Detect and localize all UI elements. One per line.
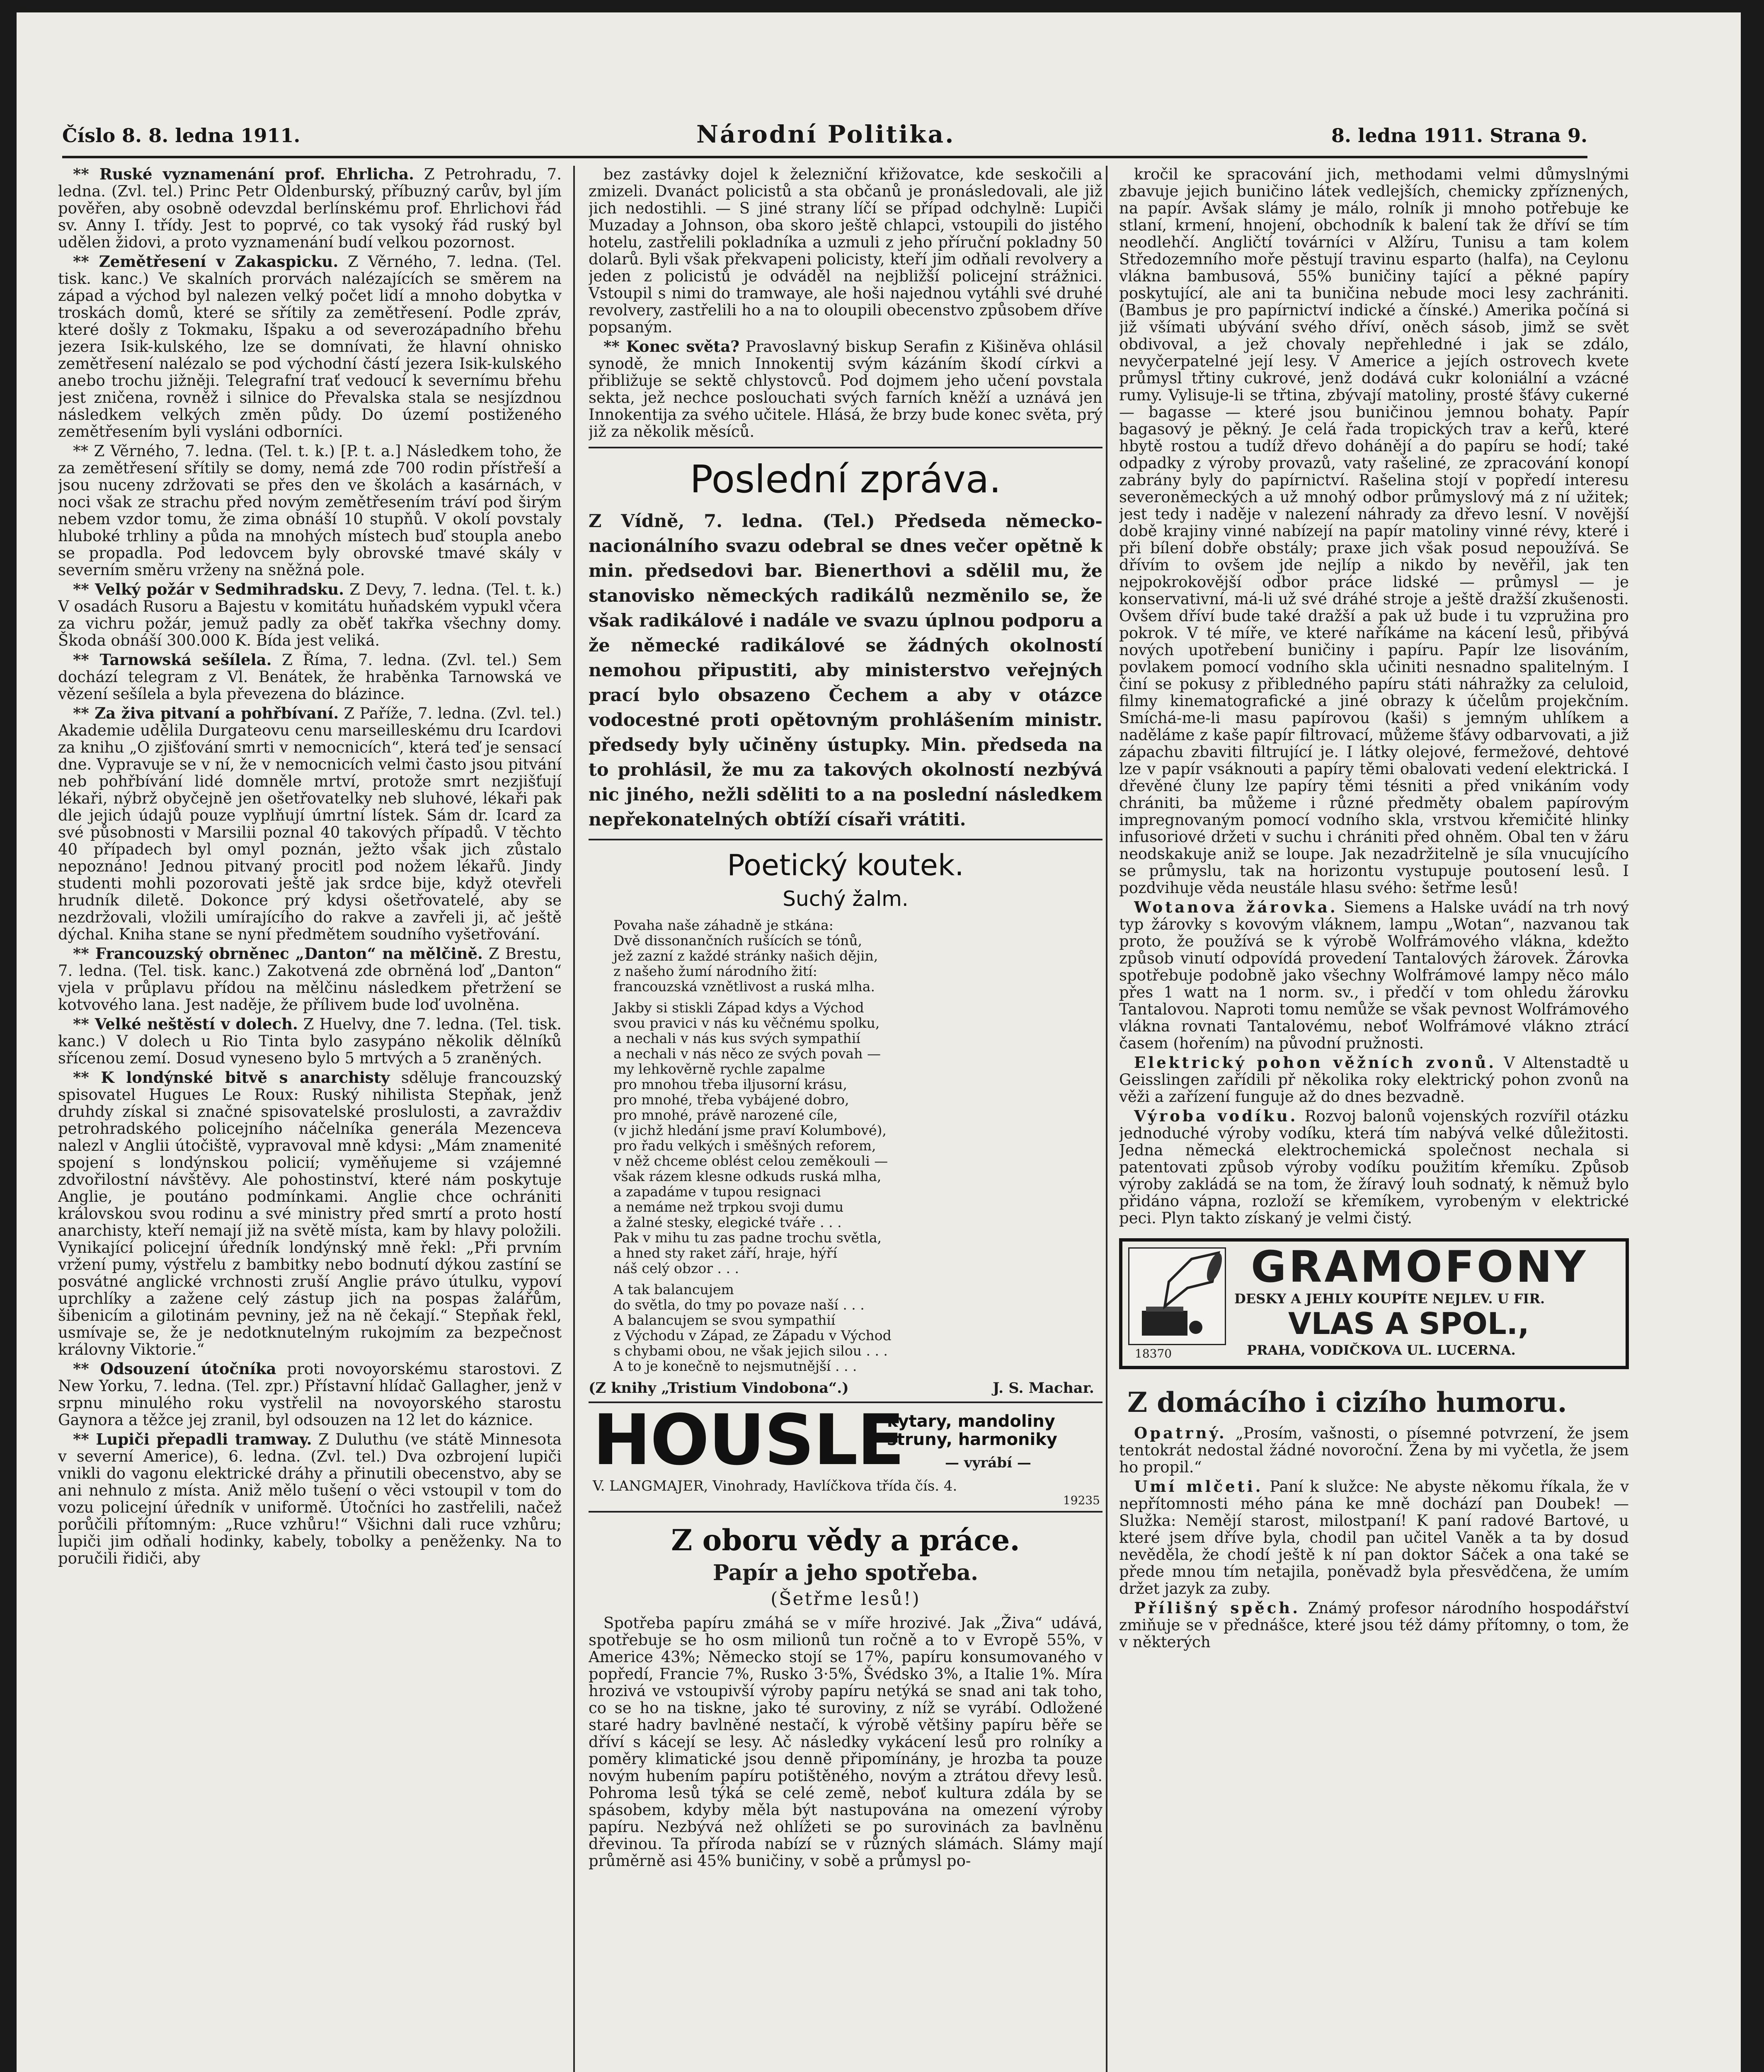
poem-line: Dvě dissonančních rušících se tónů,: [613, 932, 863, 949]
poem-stanza: [613, 1000, 1102, 1276]
poem-line: a zapadáme v tupou resignaci: [613, 1184, 821, 1200]
ad-headline: GRAMOFONY: [1251, 1242, 1588, 1292]
poem-line: pro mnohé, právě narozené cíle,: [613, 1107, 838, 1123]
poem-line: francouzská vznětlivost a ruská mlha.: [613, 978, 875, 995]
poem-line: do světla, do tmy po povaze naší . . .: [613, 1297, 865, 1313]
poem-line: však rázem klesne odkuds ruská mlha,: [613, 1168, 882, 1184]
article: ** Zemětřesení v Zakaspicku. Z Věrného, 7. ledna. (Tel. tisk. kanc.) Ve skalních prorvách nalézajících se směrem na západ a východ byl nalezen velký počet lidí a mnoho dobytka v troskách domů, které se sřítily za zemětřesení. Podle zpráv, které došly z Tokmaku, Išpaku a od severozápadního břehu jezera Isik-kulského, lze se domnívati, že hlavní ohnisko zemětřesení nalézalo se pod východní částí jezera Isik-kulského anebo trochu jižněji. Telegrafní trať vedoucí k severnímu břehu jest zničena, rovněž i silnice do Převalska stala se nesjízdnou následkem velkých změn půdy. Do území postiženého zemětřesením byli vysláni odborníci.: [58, 252, 562, 441]
article: ** K londýnské bitvě s anarchisty sděluje francouzský spisovatel Hugues Le Roux: Ruský nihilista Stepňak, jenž druhdy získal si značné spisovatelské proslulosti, a zavraždiv petrohradského policejního náčelníka generála Mezenceva nalezl v Anglii útočiště, vypravoval mně kdysi: „Mám znamenité spojení s londýnskou policií; vyměňujeme si vzájemné zdvořilostní návštěvy. Ale pohostinství, které nám poskytuje Anglie, je poutáno podmínkami. Anglie chce ochrániti královskou svou rodinu a své ministry před smrtí a proto hostí anarchisty, kteří nemají již na světě místa, kam by hlavy položili. Vynikající policejní úředník londýnský mně řekl: „Při prvním vržení pumy, výstřelu z bambitky nebo bodnutí dýkou zastíní se posvátné anglické vrchnosti zruší Anglie právo útulku, vypoví uprchlíky a zažene celý zástup jich na pospas žalářům, šibenicím a gilotinám pevniny, jež na ně čekají.“ Stepňak řekl, usmívaje se, že je nedotknutelným rukojmím za bezpečnost královny Viktorie.“: [58, 1068, 562, 1358]
poem-line: Pak v mihu tu zas padne trochu světla,: [613, 1230, 882, 1246]
article: ** Z Věrného, 7. ledna. (Tel. t. k.) [P. t. a.] Následkem toho, že za zemětřesení sřítily se domy, nemá zde 700 rodin přístřeší a jsou nuceny zdržovati se přes den ve školách a kasárnách, v noci však ze strachu před novým zemětřesením tráví pod širým nebem vzdor tomu, že zima obnáší 10 stupňů. V okolí povstaly hluboké trhliny a půda na mnohých místech buď stoupla anebo se propadla. Pod ledovcem byly obrovské tmavé skály v severním směru vrženy na sněžná pole.: [58, 442, 562, 579]
poem-line: jež zazní z každé stránky našich dějin,: [613, 948, 878, 964]
section-divider: [589, 447, 1102, 448]
poem-line: pro řadu velkých i směšných reforem,: [613, 1138, 876, 1154]
humor-section-title: Z domácího i cizího humoru.: [1127, 1386, 1567, 1418]
science-section-title: Z oboru vědy a práce.: [671, 1523, 1020, 1557]
header-right: 8. ledna 1911. Strana 9.: [1331, 124, 1587, 147]
ad-products: [887, 1412, 1057, 1449]
column-1: [58, 166, 562, 2072]
poem-body: [613, 917, 1102, 1374]
poem-line: s chybami obou, ne však jejich silou . . .: [613, 1343, 888, 1359]
article: Umí mlčeti. Paní k služce: Ne abyste někomu říkala, že v nepřítomnosti mého pána ke mně dochází pan Doubek! — Služka: Nemějí starost, milostpaní! K paní radové Bartové, u které jsem dříve byla, chodil pan učitel Vaněk a ta by dosud nevěděla, že chodí ještě k ní pan doktor Sáček a ona také se přede mnou tím netajila, poněvadž byla přesvědčena, že umím držet jazyk za zuby.: [1119, 1477, 1629, 1598]
article: Přílišný spěch. Známý profesor národního hospodářství zmiňuje se v přednášce, které jsou též dámy přítomny, o tom, že v některých: [1119, 1599, 1629, 1651]
poem-author: J. S. Machar.: [993, 1380, 1094, 1397]
column-2: [589, 166, 1102, 2072]
poem-line: Jakby si stiskli Západ kdys a Východ: [613, 1000, 864, 1016]
article: ** Ruské vyznamenání prof. Ehrlicha. Z Petrohradu, 7. ledna. (Zvl. tel.) Princ Petr Oldenburský, příbuzný carův, byl jím pověřen, aby osobně odevzdal berlínskému prof. Ehrlichovi řád sv. Anny I. třídy. Jest to poprvé, co tak vysoký řád ruský byl udělen židovi, a proto vyznamenání budí velkou pozornost.: [58, 166, 562, 251]
article: kročil ke spracování jich, methodami velmi důmyslnými zbavuje jejich buničino látek vedlejších, chemicky zpříznených, na papír. Avšak slámy je málo, rolník ji mnoho potřebuje ke stlaní, krmení, hnojení, obchodník k balení tak že dříví se tím neodlehčí. Angličtí továrníci v Alžíru, Tunisu a tam kolem Středozemního moře pěstují travinu esparto (halfa), na Ceylonu vlákna bambusová, 55% buničiny tající a pěkné papíry poskytující, ale ani ta buničina nebude moci lesy zachrániti. (Bambus je pro papírnictví indické a čínské.) Amerika počíná si již všímati ubývání svého dříví, oněch sásob, jimž se svět obdivoval, a jež chovaly nepřehledné i jak se zdálo, nevyčerpatelné její lesy. V Americe a jejích ostrovech kvete průmysl třtiny cukrové, jenž dodává cukr koloniální a vzácné rumy. Vylisuje-li se třtina, zbývají matoliny, prosté šťávy cukerné — bagasse — které jsou buničinou jemnou bohaty. Papír bagasový je pěkný. Je celá řada tropických trav a keřů, které hbytě rostou a tudíž dřevo dohánějí a do papíru se hodí; také odpadky z výroby provazů, vaty rašeliné, ze zpracování konopí zabrány byly do papírnictví. Rašelina stojí v popředí interesu severoněmeckých a už mnohý odbor průmyslový má z ní užitek; jest tedy i naděje v nalezení náhrady za dřevo lesní. V novější době krajiny vinné nabízejí na papír matoliny vinné révy, které i při bílení dobře obstály; praxe jich však posud nepoužívá. Se dřívím to ovšem jde nejlíp a nikdo by nevěřil, jak ten nejpokrokovější odbor práce lidské — průmysl — je konservativní, má-li už své dráhé stroje a ještě dražší zkušenosti. Ovšem dříví bude také dražší a pak už bude i tu vzpružina pro pokrok. V té míře, ve které naříkáme na kácení lesů, přibývá nových upotřebení buničiny i papíru. Papír lze lisováním, povlakem pomocí vodního skla učiniti nesnadno spalitelným. I činí se pokusy z přibledného papíru státi náhražky za celuloid, filmy kinematografické a jiné obrazy k účelům projekčním. Smíchá-me-li masu papírovou (kaši) s jemným uhlíkem a naděláme z kaše papír filtrovací, můžeme šťávy odbarvovati, a již zápachu zbaviti filtrující je. I látky olejové, fermežové, dehtové lze v papír vsáknouti a papíry těmi obalovati vedení elektrická. I dřevěné čluny lze papíry těmi tésniti a před vnikáním vody chrániti, ba můžeme i různé předměty obalem papírovým impregnovaným pomocí vodního skla, vrstvou křemičité hlinky infusoriové držeti v suchu i chrániti před ohněm. Obal ten v žáru neodskakuje aniž se loupe. Jak nezadržitelně je síla vnucujícího se průmyslu, tak na horizontu vystupuje poutosení lesů. I pozdvihuje věda neustále hlasu svého: šetřme lesů!: [1119, 166, 1629, 897]
poem-line: z našeho žumí národního žití:: [613, 963, 817, 979]
poem-line: a nechali v nás kus svých sympathií: [613, 1030, 860, 1046]
section-divider: [589, 839, 1102, 840]
poem-line: z Východu v Západ, ze Západu v Východ: [613, 1327, 892, 1343]
science-article-title: Papír a jeho spotřeba.: [712, 1560, 979, 1585]
ad-product-line: kytary, mandoliny: [887, 1412, 1055, 1431]
poem-stanza: [613, 917, 1102, 994]
article: ** Lupiči přepadli tramway. Z Duluthu (ve státě Minnesota v severní Americe), 6. ledna. (Zvl. tel.) Dva ozbrojení lupiči vnikli do vagonu elektrické dráhy a přinutili obecenstvo, aby se ani nehnulo z místa. Aniž mělo tušení o věci vstoupil v tom do vozu policejní úředník v uniformě. Útočníci ho zastřelili, načež porůčili přítomným: „Ruce vzhůru!“ Všichni dali ruce vzhůru; lupiči jim odňali hodinky, kabely, tobolky a peněženky. Na to poručili řidiči, aby: [58, 1430, 562, 1567]
article: ** Odsouzení útočníka proti novoyorskému starostovi. Z New Yorku, 7. ledna. (Tel. zpr.) Přístavní hlídač Gallagher, jenž v srpnu minulého roku vystřelil na novoyorského starostu Gaynora a těžce jej zranil, byl odsouzen na 12 let do káznice.: [58, 1360, 562, 1429]
poem-title: Suchý žalm.: [783, 887, 909, 911]
article: Wotanova žárovka. Siemens a Halske uvádí na trh nový typ žárovky s kovovým vláknem, lampu „Wotan“, nazvanou tak proto, že používá se k výrobě Wolfrámového vlákna, kdežto způsob vinutí odpovídá provedení Tantalových žárovek. Žárovka spotřebuje podobně jako všechny Wolfrámové lampy něco málo přes 1 watt na 1 norm. sv., i předčí v tom ohledu žárovku Tantalovou. Naproti tomu nemůže se však pevnost Wolfrámového vlákna rovnati Tantalovému, neboť Wolfrámové vlákno ztrácí časem (hořením) na původní pružnosti.: [1119, 898, 1629, 1052]
gramofony-advertisement: [1119, 1238, 1629, 1369]
ad-company: VLAS A SPOL.,: [1288, 1306, 1529, 1341]
article: Opatrný. „Prosím, vašnosti, o písemné potvrzení, že jsem tentokrát nedostal žádné novoroční. Žena by mi vyčetla, že jsem ho propil.“: [1119, 1424, 1629, 1476]
ad-address: PRAHA, VODIČKOVA UL. LUCERNA.: [1247, 1342, 1516, 1358]
header-rule: [62, 156, 1587, 158]
poem-line: svou pravici v nás ku věčnému spolku,: [613, 1015, 880, 1031]
column-3: [1119, 166, 1629, 2072]
poem-line: a nechali v nás něco ze svých povah —: [613, 1046, 881, 1062]
poem-line: pro mnohé, třeba vybájené dobro,: [613, 1092, 849, 1108]
breaking-news-body: Z Vídně, 7. ledna. (Tel.) Předseda německo-nacionálního svazu odebral se dnes večer opětně k min. předsedovi bar. Bienerthovi a sdělil mu, že stanovisko německých radikálů nezměnilo se, že však radikálové i nadále ve svazu úplnou podporu a že německé radikálové se žádných okolností nemohou připustiti, aby ministerstvo veřejných prací bylo obsazeno Čechem a aby v otázce vodocestné proti opětovným prohlášením ministr. předsedy byly učiněny ústupky. Min. předseda na to prohlásil, že mu za takových okolností nezbývá nic jiného, nežli sděliti to a na poslední následkem nepřekonatelných obtíží císaři vrátiti.: [589, 511, 1102, 830]
poem-line: pro mnohou třeba iljusorní krásu,: [613, 1076, 847, 1092]
ad-product-line: struny, harmoniky: [887, 1430, 1057, 1449]
poem-line: A tak balancujem: [613, 1281, 734, 1297]
article: ** Konec světa? Pravoslavný biskup Serafin z Kišiněva ohlásil synodě, že mnich Innokentij svým kázáním škodí církvi a přibližuje se sektě chlystovců. Pod dojmem jeho učení povstala sekta, jež nechce poslouchati svých farních kněží a uznává jen Innokentija za svého učitele. Hlásá, že brzy bude konec světa, prý již za několik měsíců.: [589, 337, 1102, 441]
poem-line: A balancujem se svou sympathií: [613, 1312, 836, 1328]
ad-address: V. LANGMAJER, Vinohrady, Havlíčkova třída čís. 4.: [593, 1478, 957, 1494]
poem-line: Povaha naše záhadně je stkána:: [613, 917, 834, 933]
article: ** Francouzský obrněnec „Danton“ na mělčině. Z Brestu, 7. ledna. (Tel. tisk. kanc.) Zakotvená zde obrněná loď „Danton“ vjela v průplavu přídou na mělčinu následkem přetržení se kotvového lana. Jest naděje, že přílivem bude loď uvolněna.: [58, 944, 562, 1014]
poem-line: v něž chceme oblést celou zeměkouli —: [613, 1153, 888, 1169]
article: ** Velký požár v Sedmihradsku. Z Devy, 7. ledna. (Tel. t. k.) V osadách Rusoru a Bajestu v komitátu huňadském vypukl včera za vichru požár, jemuž padly za oběť takřka všechny domy. Škoda obnáší 300.000 K. Bída jest veliká.: [58, 580, 562, 649]
article: ** Velké neštěstí v dolech. Z Huelvy, dne 7. ledna. (Tel. tisk. kanc.) V dolech u Rio Tinta bylo zasypáno několik dělníků sřícenou zemí. Dosud vyneseno bylo 5 mrtvých a 5 zraněných.: [58, 1015, 562, 1067]
poem-credit: [589, 1380, 1102, 1397]
gramophone-icon: [1128, 1247, 1226, 1345]
housle-advertisement: [589, 1399, 1102, 1513]
newspaper-page: [17, 12, 1741, 2072]
poem-line: my lehkověrně rychle zapalme: [613, 1061, 825, 1077]
article: Elektrický pohon věžních zvonů. V Altenstadtě u Geisslingen zařídili př několika roky elektrický pohon zvonů na věži a zařízení funguje až do dnes bezvadně.: [1119, 1053, 1629, 1106]
masthead-title: Národní Politika.: [696, 120, 955, 148]
column-divider-2: [1106, 166, 1107, 2072]
poem-source: (Z knihy „Tristium Vindobona“.): [589, 1380, 849, 1397]
ad-vyrabi: — vyrábí —: [945, 1455, 1031, 1471]
ad-code: 18370: [1135, 1347, 1172, 1360]
science-article-subtitle: (Šetřme lesů!): [771, 1588, 921, 1610]
article: bez zastávky dojel k železniční křižovatce, kde seskočili a zmizeli. Dvanáct policistů a sta občanů je pronásledovali, ale již jich nedostihli. — S jiné strany líčí se případ odchylně: Lupiči Muzaday a Johnson, oba skoro ještě chlapci, vstoupili do jistého hotelu, zastřelili pokladníka a uzmuli z jeho příruční pokladny 50 dolarů. Byli však překvapeni policisty, kteří jim odňali revolvery a jeden z policistů je odváděl na nejbližší policejní strážnici. Vstoupil s nimi do tramwaye, ale hoši najednou vytáhli své druhé revolvery, zastřelili ho a na to oloupili obecenstvo způsobem dříve popsaným.: [589, 166, 1102, 336]
header-left: Číslo 8. 8. ledna 1911.: [62, 124, 300, 147]
poem-line: (v jichž hledání jsme praví Kolumbové),: [613, 1122, 887, 1138]
column-divider-1: [573, 166, 575, 2072]
article: Výroba vodíku. Rozvoj balonů vojenských rozvířil otázku jednoduché výroby vodíku, která tím nabývá velké důležitosti. Jedna německá elektrochemická společnost nechala si patentovati způsob výroby vodíku použitím křemíku. Způsob výroby zakládá se na tom, že žíravý louh sodnatý, k němuž bylo přidáno vápna, rozloží se křemíkem, vyrobeným v elektrické peci. Plyn takto získaný je velmi čistý.: [1119, 1107, 1629, 1227]
article: ** Za živa pitvaní a pohřbívaní. Z Paříže, 7. ledna. (Zvl. tel.) Akademie udělila Durgateovu cenu marseilleskému dru Icardovi za knihu „O zjišťování smrti v nemocnicích“, která teď je sensací dne. Vypravuje se v ní, že v nemocnicích velmi často jsou pitvání neb pohřbívání lidé domněle mrtví, protože smrt nezjišťují lékaři, nýbrž obyčejně jen ošetřovatelky neb sluhové, lékaři pak dle jejich údajů pouze vyplňují úmrtní lístek. Sám dr. Icard za své působnosti v Marsilii poznal 40 takových případů. V těchto 40 případech byl omyl poznán, ježto však jich zůstalo nepoznáno! Jednou pitvaný procitl pod nožem lékařů. Jindy studenti mohli pozorovati ještě jak srdce bije, když otevřeli hrudník diletě. Dokonce prý kdysi ošetřovatelé, aby se nezdržovali, vložili umírajícího do rakve a zavřeli ji, ač ještě dýchal. Kniha stane se nyní předmětem soudního vyšetřování.: [58, 704, 562, 943]
article: ** Tarnowská sešílela. Z Říma, 7. ledna. (Zvl. tel.) Sem dochází telegram z Vl. Benátek, že hraběnka Tarnowská ve vězení sešílela a byla převezena do blázince.: [58, 651, 562, 703]
article: Spotřeba papíru zmáhá se v míře hrozivé. Jak „Živa“ udává, spotřebuje se ho osm milionů tun ročně a to v Evropě 55%, v Americe 43%; Německo stojí se 17%, papíru konsumovaného v popředí, Francie 7%, Rusko 3·5%, Švédsko 3%, a Italie 1%. Míra hrozivá ve vstoupivší výroby papíru netýká se snad ani tak toho, co se ho na tiskne, jako té suroviny, z níž se vyrábí. Odložené staré hadry bavlněné nestačí, k výrobě většiny papíru běře se dříví s kácejí se lesy. Ač následky vykácení lesů pro rolníky a poměry klimatické jsou denně připomínány, je hrozba ta pouze novým hubením papíru potištěného, novým a ztrátou dřevy lesů. Pohroma lesů týká se celé země, neboť kultura zdála by se spásobem, kdyby měla být nastupována na omezení výroby papíru. Nezbývá než ohlížeti se po surovinách za bavlněnu dřevinou. Ta příroda nabízí se v různých slámách. Slámy mají průměrně asi 45% buničiny, v sobě a průmysl po-: [589, 1614, 1102, 1870]
ad-headline: HOUSLE: [593, 1399, 904, 1481]
poem-line: A to je konečně to nejsmutnější . . .: [613, 1358, 857, 1374]
poem-line: a žalné stesky, elegické tváře . . .: [613, 1214, 842, 1230]
poetry-corner-title: Poetický koutek.: [727, 848, 964, 882]
breaking-news-title: Poslední zpráva.: [690, 457, 1001, 501]
poem-line: náš celý obzor . . .: [613, 1260, 739, 1276]
page-header: [62, 120, 1587, 153]
ad-number: 19235: [1063, 1493, 1100, 1507]
ad-line: DESKY A JEHLY KOUPÍTE NEJLEV. U FIR.: [1234, 1291, 1545, 1307]
poem-line: a hned sty raket září, hraje, hýří: [613, 1245, 837, 1261]
poem-line: a nemáme než trpkou svoji dumu: [613, 1199, 844, 1215]
poem-stanza: [613, 1282, 1102, 1374]
